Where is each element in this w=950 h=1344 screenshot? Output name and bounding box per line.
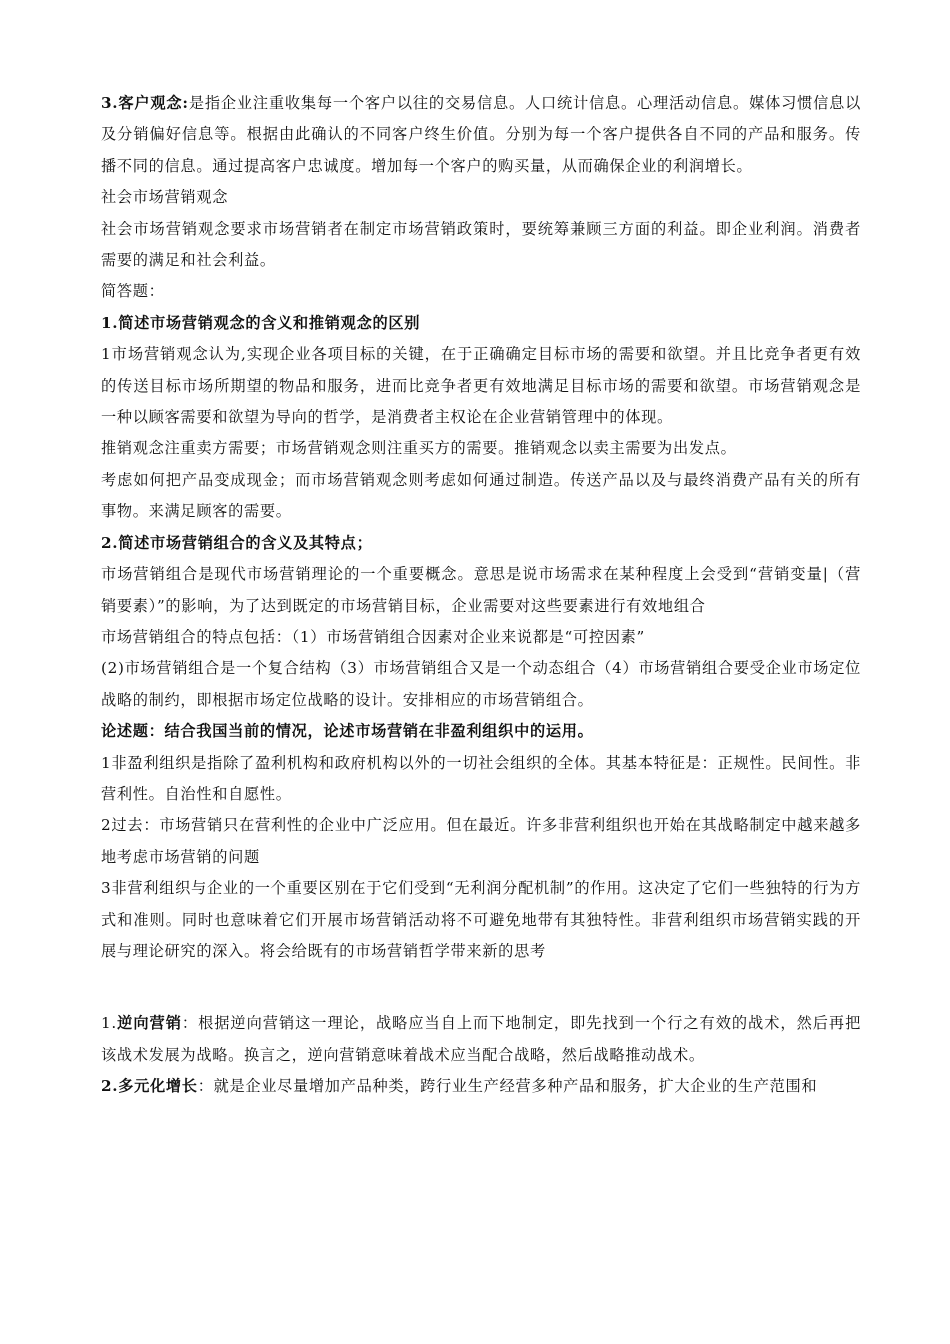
term-number: 1. xyxy=(101,1014,117,1033)
definition-customer-concept: 是指企业注重收集每一个客户以往的交易信息。人口统计信息。心理活动信息。媒体习惯信息以及分销偏好信息等。根据由此确认的不同客户终生价值。分别为每一个客户提供各自不同的产品和服务。传播不同的信息。通过提高客户忠诚度。增加每一个客户的购买量，从而确保企业的利润增长。 xyxy=(101,94,861,175)
paragraph-diversified-growth xyxy=(101,1071,861,1102)
answer-2-paragraph-3: (2)市场营销组合是一个复合结构（3）市场营销组合又是一个动态组合（4）市场营销组合要受企业市场定位战略的制约，即根据市场定位战略的设计。安排相应的市场营销组合。 xyxy=(101,659,861,709)
paragraph-customer-concept xyxy=(101,88,861,182)
document-page xyxy=(101,88,861,1103)
answer-1-paragraph-2: 推销观念注重卖方需要；市场营销观念则注重买方的需要。推销观念以卖主需要为出发点。 xyxy=(101,439,737,458)
essay-answer-paragraph-2: 2过去：市场营销只在营利性的企业中广泛应用。但在最近。许多非营利组织也开始在其战略制定中越来越多地考虑市场营销的问题 xyxy=(101,816,861,866)
section-label-short-answer: 简答题： xyxy=(101,282,165,301)
term-diversified-growth: 2.多元化增长 xyxy=(101,1077,198,1096)
answer-2-paragraph-1: 市场营销组合是现代市场营销理论的一个重要概念。意思是说市场需求在某种程度上会受到“营销变量|（营销要素）”的影响，为了达到既定的市场营销目标，企业需要对这些要素进行有效地组合 xyxy=(101,565,861,615)
definition-diversified-growth: ：就是企业尽量增加产品种类，跨行业生产经营多种产品和服务，扩大企业的生产范围和 xyxy=(197,1077,818,1096)
paragraph-social-marketing-concept: 社会市场营销观念要求市场营销者在制定市场营销政策时，要统筹兼顾三方面的利益。即企业利润。消费者需要的满足和社会利益。 xyxy=(101,219,861,270)
term-reverse-marketing: 逆向营销 xyxy=(116,1014,182,1033)
answer-1-paragraph-1: 1市场营销观念认为,实现企业各项目标的关键，在于正确确定目标市场的需要和欲望。并且比竞争者更有效的传送目标市场所期望的物品和服务，进而比竞争者更有效地满足目标市场的需要和欲望。市场营销观念是一种以顾客需要和欲望为导向的哲学，是消费者主权论在企业营销管理中的体现。 xyxy=(101,345,861,427)
essay-answer-paragraph-3: 3非营利组织与企业的一个重要区别在于它们受到“无利润分配机制”的作用。这决定了它们一些独特的行为方式和准则。同时也意味着它们开展市场营销活动将不可避免地带有其独特性。非营利组织市场营销实践的开展与理论研究的深入。将会给既有的市场营销哲学带来新的思考 xyxy=(101,879,861,960)
essay-answer-paragraph-1: 1非盈利组织是指除了盈利机构和政府机构以外的一切社会组织的全体。其基本特征是：正规性。民间性。非营利性。自治性和自愿性。 xyxy=(101,753,861,803)
paragraph-spacer xyxy=(101,967,861,1008)
question-2-heading: 2.简述市场营销组合的含义及其特点； xyxy=(101,533,373,552)
essay-question-heading: 论述题：结合我国当前的情况，论述市场营销在非盈利组织中的运用。 xyxy=(101,722,594,741)
heading-social-marketing-concept: 社会市场营销观念 xyxy=(101,188,229,207)
answer-2-paragraph-2: 市场营销组合的特点包括：（1）市场营销组合因素对企业来说都是“可控因素” xyxy=(101,627,645,646)
definition-reverse-marketing: ：根据逆向营销这一理论，战略应当自上而下地制定，即先找到一个行之有效的战术，然后再把该战术发展为战略。换言之，逆向营销意味着战术应当配合战略，然后战略推动战术。 xyxy=(101,1014,861,1064)
paragraph-reverse-marketing xyxy=(101,1008,861,1071)
question-1-heading: 1.简述市场营销观念的含义和推销观念的区别 xyxy=(101,313,421,332)
answer-1-paragraph-3: 考虑如何把产品变成现金；而市场营销观念则考虑如何通过制造。传送产品以及与最终消费产品有关的所有事物。来满足顾客的需要。 xyxy=(101,470,861,521)
term-customer-concept: 3.客户观念: xyxy=(101,94,189,112)
